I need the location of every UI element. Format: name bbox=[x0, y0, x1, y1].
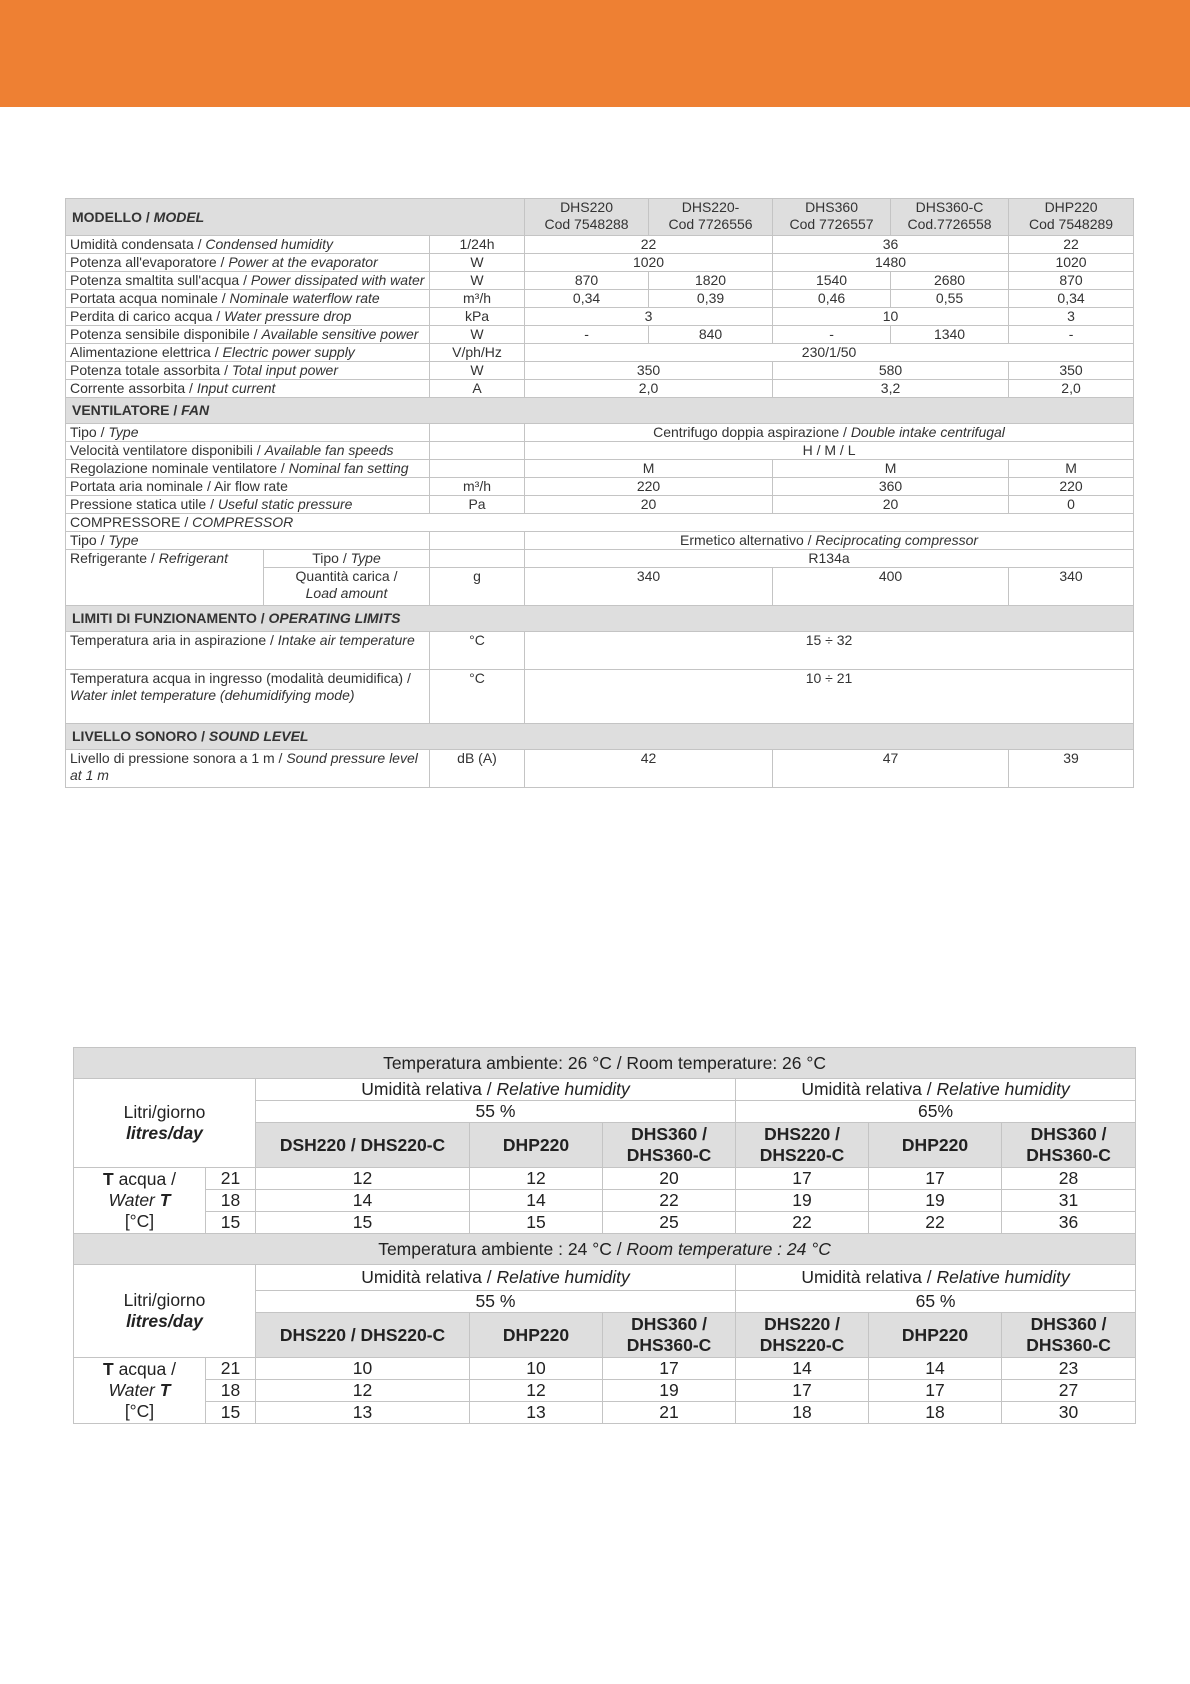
row-unit: m³/h bbox=[430, 478, 525, 496]
value-dhp220: 350 bbox=[1009, 362, 1134, 380]
yield-26-water-t-label: T acqua / Water T [°C] bbox=[74, 1168, 206, 1234]
row-unit bbox=[430, 442, 525, 460]
row-power-water bbox=[66, 272, 1134, 290]
value-dhs220-group: 1020 bbox=[525, 254, 773, 272]
row-label: Umidità condensata / Condensed humidity bbox=[66, 236, 430, 254]
value-dhs220-group: 42 bbox=[525, 750, 773, 788]
water-temp: 18 bbox=[206, 1380, 256, 1402]
yield-value: 28 bbox=[1002, 1168, 1136, 1190]
value-dhs360-c: 1340 bbox=[891, 326, 1009, 344]
row-sound-pressure bbox=[66, 750, 1134, 788]
water-temp: 21 bbox=[206, 1358, 256, 1380]
yield-24-model: DHS360 / DHS360-C bbox=[1002, 1313, 1136, 1358]
row-unit: m³/h bbox=[430, 290, 525, 308]
yield-24-rh-65: 65 % bbox=[736, 1291, 1136, 1313]
row-label: Velocità ventilatore disponibili / Available fan speeds bbox=[66, 442, 430, 460]
yield-24-model: DHS220 / DHS220-C bbox=[256, 1313, 470, 1358]
row-pressure-drop bbox=[66, 308, 1134, 326]
row-power-supply bbox=[66, 344, 1134, 362]
model-label: MODELLO / MODEL bbox=[66, 199, 525, 236]
value-dhs360: 1540 bbox=[773, 272, 891, 290]
water-temp: 15 bbox=[206, 1212, 256, 1234]
yield-24-model: DHP220 bbox=[869, 1313, 1002, 1358]
yield-24-rh-65-label: Umidità relativa / Relative humidity bbox=[736, 1265, 1136, 1291]
value-dhs360-group: 360 bbox=[773, 478, 1009, 496]
value-dhs360-group: M bbox=[773, 460, 1009, 478]
daily-yield-table bbox=[73, 1047, 1136, 1424]
yield-26-model: DHP220 bbox=[869, 1123, 1002, 1168]
row-unit: °C bbox=[430, 670, 525, 724]
refrigerant-label: Refrigerante / Refrigerant bbox=[66, 550, 264, 606]
section-title: LIMITI DI FUNZIONAMENTO / OPERATING LIMITS bbox=[66, 606, 1134, 632]
row-unit bbox=[430, 424, 525, 442]
value-dhp220: 39 bbox=[1009, 750, 1134, 788]
value-dhp220: 2,0 bbox=[1009, 380, 1134, 398]
value-dhs220-group: 22 bbox=[525, 236, 773, 254]
row-label: Tipo / Type bbox=[66, 424, 430, 442]
yield-26-title: Temperatura ambiente: 26 °C / Room temperature: 26 °C bbox=[74, 1048, 1136, 1079]
value-dhp220: - bbox=[1009, 326, 1134, 344]
yield-value: 13 bbox=[256, 1402, 470, 1424]
water-temp: 18 bbox=[206, 1190, 256, 1212]
yield-26-model: DSH220 / DHS220-C bbox=[256, 1123, 470, 1168]
row-label: Potenza sensibile disponibile / Available sensitive power bbox=[66, 326, 430, 344]
value-dhs220-c: 840 bbox=[649, 326, 773, 344]
value-all: Centrifugo doppia aspirazione / Double intake centrifugal bbox=[525, 424, 1134, 442]
row-unit: W bbox=[430, 362, 525, 380]
yield-26-row-21 bbox=[74, 1168, 1136, 1190]
row-unit: g bbox=[430, 568, 525, 606]
value-dhs360: - bbox=[773, 326, 891, 344]
yield-24-title-row bbox=[74, 1234, 1136, 1265]
value-dhp220: 870 bbox=[1009, 272, 1134, 290]
value-dhs360-group: 580 bbox=[773, 362, 1009, 380]
row-unit: kPa bbox=[430, 308, 525, 326]
value-dhs360-group: 36 bbox=[773, 236, 1009, 254]
value-all: Ermetico alternativo / Reciprocating compressor bbox=[525, 532, 1134, 550]
value-dhp220: 3 bbox=[1009, 308, 1134, 326]
row-intake-air bbox=[66, 632, 1134, 670]
section-compressor bbox=[66, 514, 1134, 532]
yield-value: 12 bbox=[470, 1168, 603, 1190]
value-dhp220: 1020 bbox=[1009, 254, 1134, 272]
yield-24-water-t-label: T acqua / Water T [°C] bbox=[74, 1358, 206, 1424]
row-refrigerant-type bbox=[66, 550, 1134, 568]
value-dhs220-group: 220 bbox=[525, 478, 773, 496]
yield-value: 27 bbox=[1002, 1380, 1136, 1402]
row-unit bbox=[430, 460, 525, 478]
row-label: Potenza totale assorbita / Total input power bbox=[66, 362, 430, 380]
value-all: H / M / L bbox=[525, 442, 1134, 460]
model-dhs360-c: DHS360-C Cod.7726558 bbox=[891, 199, 1009, 236]
section-fan bbox=[66, 398, 1134, 424]
value-dhs360-group: 400 bbox=[773, 568, 1009, 606]
row-compressor-type bbox=[66, 532, 1134, 550]
row-fan-type bbox=[66, 424, 1134, 442]
value-dhs220-c: 0,39 bbox=[649, 290, 773, 308]
value-all: 15 ÷ 32 bbox=[525, 632, 1134, 670]
value-dhs360-group: 20 bbox=[773, 496, 1009, 514]
yield-value: 10 bbox=[256, 1358, 470, 1380]
yield-26-rh-65-label: Umidità relativa / Relative humidity bbox=[736, 1079, 1136, 1101]
yield-26-model: DHS360 / DHS360-C bbox=[603, 1123, 736, 1168]
yield-value: 18 bbox=[736, 1402, 869, 1424]
row-label: Tipo / Type bbox=[264, 550, 430, 568]
row-label: Temperatura aria in aspirazione / Intake air temperature bbox=[66, 632, 430, 670]
model-dhp220: DHP220 Cod 7548289 bbox=[1009, 199, 1134, 236]
yield-24-model: DHS220 / DHS220-C bbox=[736, 1313, 869, 1358]
yield-value: 19 bbox=[869, 1190, 1002, 1212]
value-dhp220: 220 bbox=[1009, 478, 1134, 496]
yield-value: 19 bbox=[603, 1380, 736, 1402]
value-all: 10 ÷ 21 bbox=[525, 670, 1134, 724]
yield-value: 17 bbox=[869, 1380, 1002, 1402]
section-title: COMPRESSORE / COMPRESSOR bbox=[66, 514, 1134, 532]
yield-value: 21 bbox=[603, 1402, 736, 1424]
row-airflow bbox=[66, 478, 1134, 496]
yield-value: 12 bbox=[256, 1380, 470, 1402]
row-power-evaporator bbox=[66, 254, 1134, 272]
yield-value: 17 bbox=[736, 1168, 869, 1190]
yield-value: 20 bbox=[603, 1168, 736, 1190]
section-title: VENTILATORE / FAN bbox=[66, 398, 1134, 424]
value-dhs360-group: 3,2 bbox=[773, 380, 1009, 398]
row-unit: W bbox=[430, 254, 525, 272]
yield-value: 12 bbox=[256, 1168, 470, 1190]
row-unit: Pa bbox=[430, 496, 525, 514]
row-unit bbox=[430, 532, 525, 550]
value-dhs360-c: 2680 bbox=[891, 272, 1009, 290]
value-dhs220: 870 bbox=[525, 272, 649, 290]
section-limits bbox=[66, 606, 1134, 632]
row-sensible-power bbox=[66, 326, 1134, 344]
yield-24-rh-55-label: Umidità relativa / Relative humidity bbox=[256, 1265, 736, 1291]
row-label: Pressione statica utile / Useful static pressure bbox=[66, 496, 430, 514]
yield-26-rh-55: 55 % bbox=[256, 1101, 736, 1123]
yield-value: 31 bbox=[1002, 1190, 1136, 1212]
value-dhs220: - bbox=[525, 326, 649, 344]
row-label: Perdita di carico acqua / Water pressure drop bbox=[66, 308, 430, 326]
yield-26-model: DHS220 / DHS220-C bbox=[736, 1123, 869, 1168]
row-unit: W bbox=[430, 272, 525, 290]
row-unit: dB (A) bbox=[430, 750, 525, 788]
value-dhs220-group: 20 bbox=[525, 496, 773, 514]
value-dhs360: 0,46 bbox=[773, 290, 891, 308]
value-all: R134a bbox=[525, 550, 1134, 568]
row-unit: °C bbox=[430, 632, 525, 670]
yield-value: 15 bbox=[470, 1212, 603, 1234]
yield-24-row-15 bbox=[74, 1402, 1136, 1424]
yield-value: 25 bbox=[603, 1212, 736, 1234]
yield-24-model: DHS360 / DHS360-C bbox=[603, 1313, 736, 1358]
row-condensed-humidity bbox=[66, 236, 1134, 254]
section-sound bbox=[66, 724, 1134, 750]
yield-value: 14 bbox=[736, 1358, 869, 1380]
yield-26-model: DHP220 bbox=[470, 1123, 603, 1168]
water-temp: 15 bbox=[206, 1402, 256, 1424]
yield-26-rh-row bbox=[74, 1079, 1136, 1101]
spec-header-row bbox=[66, 199, 1134, 236]
row-waterflow bbox=[66, 290, 1134, 308]
yield-24-rh-row bbox=[74, 1265, 1136, 1291]
row-input-current bbox=[66, 380, 1134, 398]
row-label: Quantità carica / Load amount bbox=[264, 568, 430, 606]
yield-value: 14 bbox=[470, 1190, 603, 1212]
yield-24-model: DHP220 bbox=[470, 1313, 603, 1358]
yield-value: 22 bbox=[736, 1212, 869, 1234]
value-dhs220: 0,34 bbox=[525, 290, 649, 308]
yield-24-row-18 bbox=[74, 1380, 1136, 1402]
row-fan-nominal bbox=[66, 460, 1134, 478]
value-dhp220: M bbox=[1009, 460, 1134, 478]
row-label: Portata aria nominale / Air flow rate bbox=[66, 478, 430, 496]
yield-26-title-row bbox=[74, 1048, 1136, 1079]
row-label: Potenza all'evaporatore / Power at the evaporator bbox=[66, 254, 430, 272]
value-dhp220: 0 bbox=[1009, 496, 1134, 514]
value-dhs220-group: 350 bbox=[525, 362, 773, 380]
row-label: Corrente assorbita / Input current bbox=[66, 380, 430, 398]
yield-value: 17 bbox=[869, 1168, 1002, 1190]
row-label: Tipo / Type bbox=[66, 532, 430, 550]
yield-26-row-18 bbox=[74, 1190, 1136, 1212]
row-total-input bbox=[66, 362, 1134, 380]
yield-26-rh-55-label: Umidità relativa / Relative humidity bbox=[256, 1079, 736, 1101]
yield-value: 14 bbox=[256, 1190, 470, 1212]
yield-24-row-21 bbox=[74, 1358, 1136, 1380]
value-dhs220-group: M bbox=[525, 460, 773, 478]
yield-value: 17 bbox=[736, 1380, 869, 1402]
row-water-inlet bbox=[66, 670, 1134, 724]
value-dhs360-group: 1480 bbox=[773, 254, 1009, 272]
yield-value: 19 bbox=[736, 1190, 869, 1212]
header-banner bbox=[0, 0, 1190, 107]
technical-spec-table bbox=[65, 198, 1134, 788]
yield-value: 15 bbox=[256, 1212, 470, 1234]
yield-24-litres-label: Litri/giorno litres/day bbox=[74, 1265, 256, 1358]
value-all: 230/1/50 bbox=[525, 344, 1134, 362]
row-label: Temperatura acqua in ingresso (modalità deumidifica) / Water inlet temperature (dehumidifying mode) bbox=[66, 670, 430, 724]
yield-value: 14 bbox=[869, 1358, 1002, 1380]
value-dhs220-group: 340 bbox=[525, 568, 773, 606]
value-dhs360-c: 0,55 bbox=[891, 290, 1009, 308]
row-fan-speeds bbox=[66, 442, 1134, 460]
model-dhs360: DHS360 Cod 7726557 bbox=[773, 199, 891, 236]
yield-26-row-15 bbox=[74, 1212, 1136, 1234]
yield-value: 22 bbox=[603, 1190, 736, 1212]
row-unit: 1/24h bbox=[430, 236, 525, 254]
yield-value: 22 bbox=[869, 1212, 1002, 1234]
yield-26-litres-label: Litri/giorno litres/day bbox=[74, 1079, 256, 1168]
yield-value: 13 bbox=[470, 1402, 603, 1424]
value-dhs360-group: 47 bbox=[773, 750, 1009, 788]
row-static-pressure bbox=[66, 496, 1134, 514]
value-dhs220-group: 2,0 bbox=[525, 380, 773, 398]
value-dhp220: 340 bbox=[1009, 568, 1134, 606]
row-unit: V/ph/Hz bbox=[430, 344, 525, 362]
value-dhs220-c: 1820 bbox=[649, 272, 773, 290]
model-dhs220-c: DHS220- Cod 7726556 bbox=[649, 199, 773, 236]
yield-24-rh-55: 55 % bbox=[256, 1291, 736, 1313]
row-unit: W bbox=[430, 326, 525, 344]
yield-value: 17 bbox=[603, 1358, 736, 1380]
yield-24-title: Temperatura ambiente : 24 °C / Room temperature : 24 °C bbox=[74, 1234, 1136, 1265]
yield-26-rh-65: 65% bbox=[736, 1101, 1136, 1123]
row-label: Alimentazione elettrica / Electric power supply bbox=[66, 344, 430, 362]
yield-value: 36 bbox=[1002, 1212, 1136, 1234]
row-label: Potenza smaltita sull'acqua / Power dissipated with water bbox=[66, 272, 430, 290]
yield-value: 23 bbox=[1002, 1358, 1136, 1380]
water-temp: 21 bbox=[206, 1168, 256, 1190]
value-dhp220: 22 bbox=[1009, 236, 1134, 254]
row-label: Livello di pressione sonora a 1 m / Sound pressure level at 1 m bbox=[66, 750, 430, 788]
yield-value: 10 bbox=[470, 1358, 603, 1380]
row-label: Regolazione nominale ventilatore / Nominal fan setting bbox=[66, 460, 430, 478]
value-dhp220: 0,34 bbox=[1009, 290, 1134, 308]
model-dhs220: DHS220 Cod 7548288 bbox=[525, 199, 649, 236]
value-dhs220-group: 3 bbox=[525, 308, 773, 326]
value-dhs360-group: 10 bbox=[773, 308, 1009, 326]
row-label: Portata acqua nominale / Nominale waterflow rate bbox=[66, 290, 430, 308]
row-unit bbox=[430, 550, 525, 568]
yield-value: 12 bbox=[470, 1380, 603, 1402]
row-unit: A bbox=[430, 380, 525, 398]
section-title: LIVELLO SONORO / SOUND LEVEL bbox=[66, 724, 1134, 750]
yield-value: 18 bbox=[869, 1402, 1002, 1424]
yield-value: 30 bbox=[1002, 1402, 1136, 1424]
yield-26-model: DHS360 / DHS360-C bbox=[1002, 1123, 1136, 1168]
